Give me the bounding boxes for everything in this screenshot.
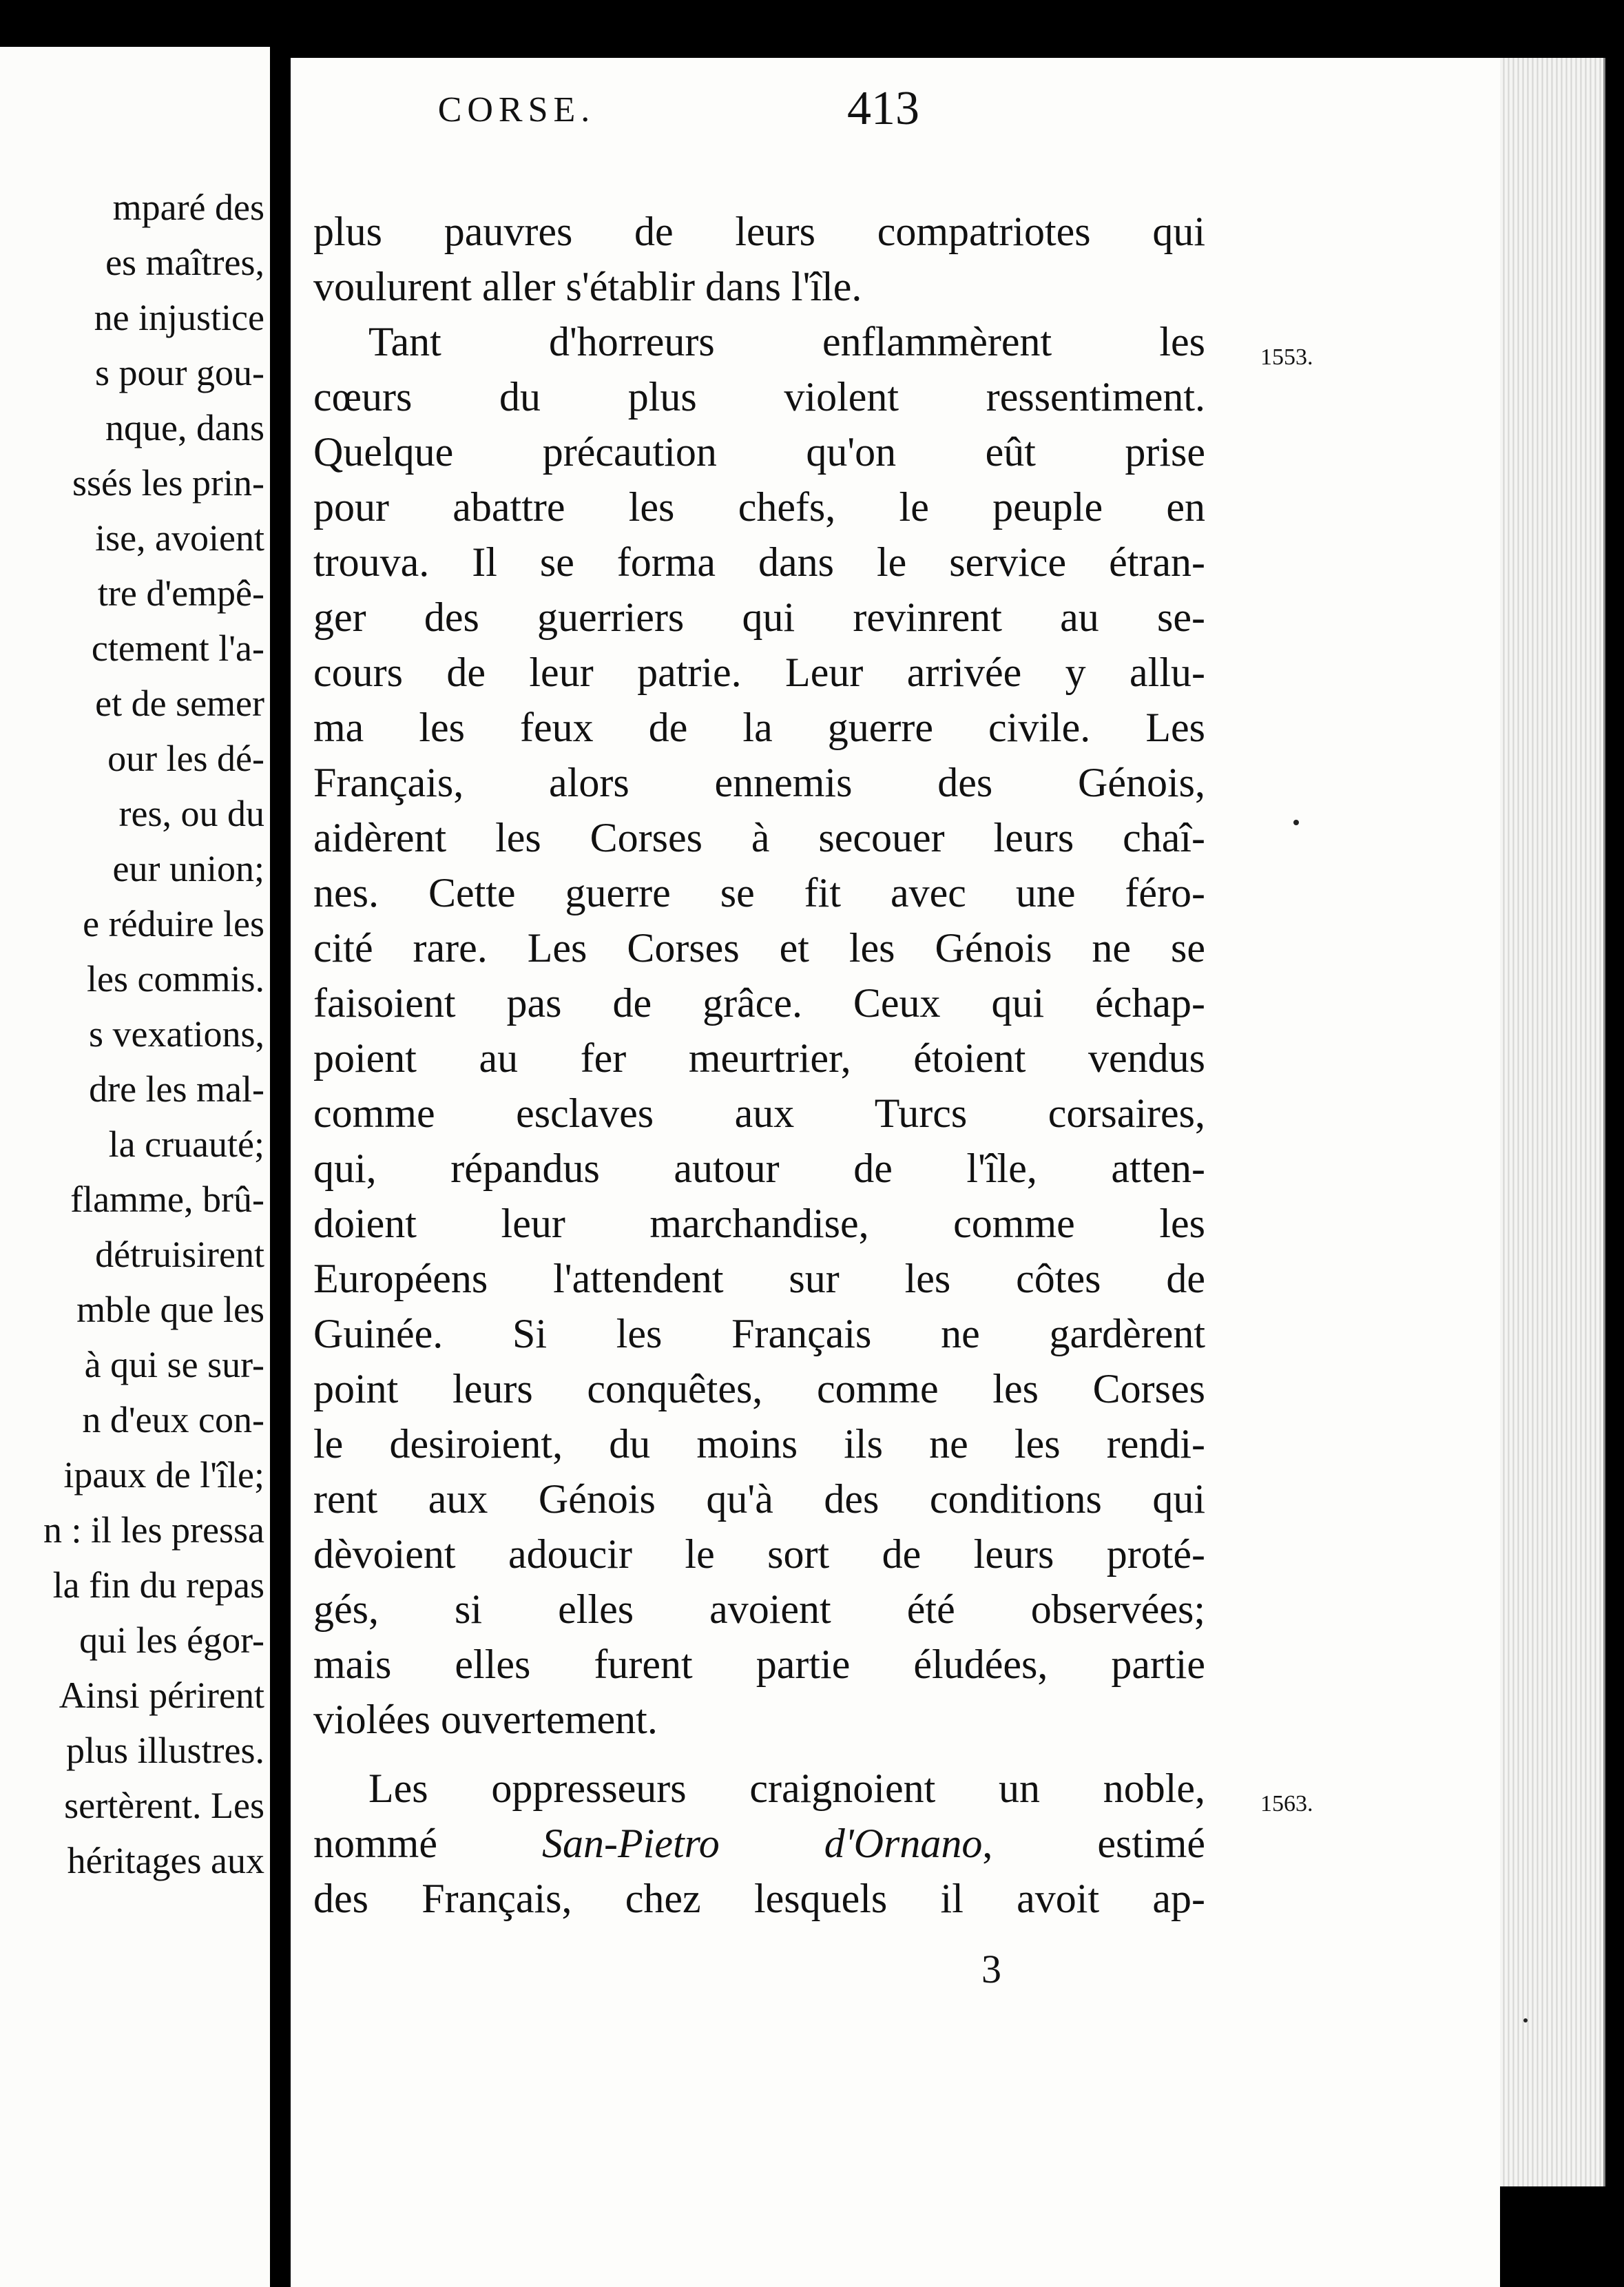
text-line: Quelque précaution qu'on eût prise (313, 429, 1205, 475)
left-page-line: es maîtres, (105, 242, 264, 283)
text-line: Européens l'attendent sur les côtes de (313, 1256, 1205, 1301)
text-line: Les oppresseurs craignoient un noble, (368, 1766, 1205, 1811)
text-line: pour abattre les chefs, le peuple en (313, 484, 1205, 530)
left-page-line: res, ou du (118, 793, 264, 834)
text-line: faisoient pas de grâce. Ceux qui échap- (313, 980, 1205, 1026)
left-page-line: ise, avoient (95, 517, 264, 559)
text-line: plus pauvres de leurs compatriotes qui (313, 209, 1205, 254)
text-line: cité rare. Les Corses et les Génois ne se (313, 925, 1205, 971)
running-head-title: CORSE. (437, 90, 596, 130)
left-page-line: la fin du repas (52, 1564, 264, 1606)
left-page-line: sertèrent. Les (64, 1785, 264, 1826)
left-page-line: Ainsi périrent (59, 1675, 264, 1716)
left-page-line: nque, dans (105, 407, 264, 448)
text-line: le desiroient, du moins ils ne les rendi- (313, 1421, 1205, 1467)
page-edges (1500, 58, 1605, 2186)
text-segment: , estimé (982, 1821, 1205, 1866)
text-line: des Français, chez lesquels il avoit ap- (313, 1876, 1205, 1921)
text-line: comme esclaves aux Turcs corsaires, (313, 1090, 1205, 1136)
text-line: Guinée. Si les Français ne gardèrent (313, 1311, 1205, 1356)
text-line: Tant d'horreurs enflammèrent les (368, 319, 1205, 364)
text-line: cœurs du plus violent ressentiment. (313, 374, 1205, 420)
left-page-line: et de semer (95, 683, 264, 724)
ink-speck (1293, 820, 1299, 825)
left-page-line: e réduire les (83, 903, 264, 944)
left-page-line: héritages aux (67, 1840, 264, 1881)
left-page-line: s pour gou- (95, 352, 264, 393)
text-line: ger des guerriers qui revinrent au se- (313, 594, 1205, 640)
signature-mark: 3 (981, 1947, 1001, 1991)
text-line: ma les feux de la guerre civile. Les (313, 705, 1205, 750)
left-page-line: ipaux de l'île; (63, 1454, 264, 1496)
facing-page-left (0, 47, 270, 2287)
text-line: point leurs conquêtes, comme les Corses (313, 1366, 1205, 1411)
text-line: rent aux Génois qu'à des conditions qui (313, 1476, 1205, 1522)
left-page-line: n d'eux con- (82, 1399, 264, 1440)
page-number: 413 (847, 82, 919, 135)
ink-speck (1523, 2018, 1528, 2022)
text-line: nes. Cette guerre se fit avec une féro- (313, 870, 1205, 915)
text-line: voulurent aller s'établir dans l'île. (313, 264, 862, 309)
text-line: doient leur marchandise, comme les (313, 1201, 1205, 1246)
left-page-line: s vexations, (89, 1013, 264, 1055)
left-page-line: ctement l'a- (91, 628, 264, 669)
left-page-line: our les dé- (107, 738, 264, 779)
margin-note-year: 1563. (1260, 1791, 1313, 1817)
left-page-line: plus illustres. (65, 1730, 264, 1771)
left-page-line: flamme, brû- (70, 1179, 264, 1220)
left-page-line: tre d'empê- (97, 572, 264, 614)
text-line: trouva. Il se forma dans le service étran- (313, 539, 1205, 585)
book-gutter (270, 0, 291, 2287)
text-line: cours de leur patrie. Leur arrivée y allu- (313, 650, 1205, 695)
text-line: qui, répandus autour de l'île, atten- (313, 1146, 1205, 1191)
italic-name: San-Pietro d'Ornano (542, 1821, 983, 1866)
left-page-line: les commis. (87, 958, 264, 1000)
left-page-line: dre les mal- (89, 1068, 264, 1110)
left-page-line: eur union; (112, 848, 264, 889)
text-line: mais elles furent partie éludées, partie (313, 1642, 1205, 1687)
margin-note-year: 1553. (1260, 344, 1313, 370)
text-line: aidèrent les Corses à secouer leurs chaî- (313, 815, 1205, 860)
left-page-line: qui les égor- (79, 1619, 264, 1661)
left-page-line: ssés les prin- (72, 462, 264, 504)
text-line: poient au fer meurtrier, étoient vendus (313, 1035, 1205, 1081)
text-segment: nommé (313, 1821, 543, 1866)
left-page-line: mble que les (76, 1289, 264, 1330)
left-page-line: à qui se sur- (84, 1344, 264, 1385)
text-line-with-italic-name (313, 1819, 1205, 1868)
text-line: Français, alors ennemis des Génois, (313, 760, 1205, 805)
left-page-line: la cruauté; (108, 1124, 264, 1165)
text-line: violées ouvertement. (313, 1697, 658, 1742)
text-line: gés, si elles avoient été observées; (313, 1586, 1205, 1632)
left-page-line: mparé des (112, 187, 264, 228)
text-line: dèvoient adoucir le sort de leurs proté- (313, 1531, 1205, 1577)
left-page-line: n : il les pressa (43, 1509, 264, 1551)
left-page-line: détruisirent (95, 1234, 264, 1275)
left-page-line: ne injustice (94, 297, 264, 338)
